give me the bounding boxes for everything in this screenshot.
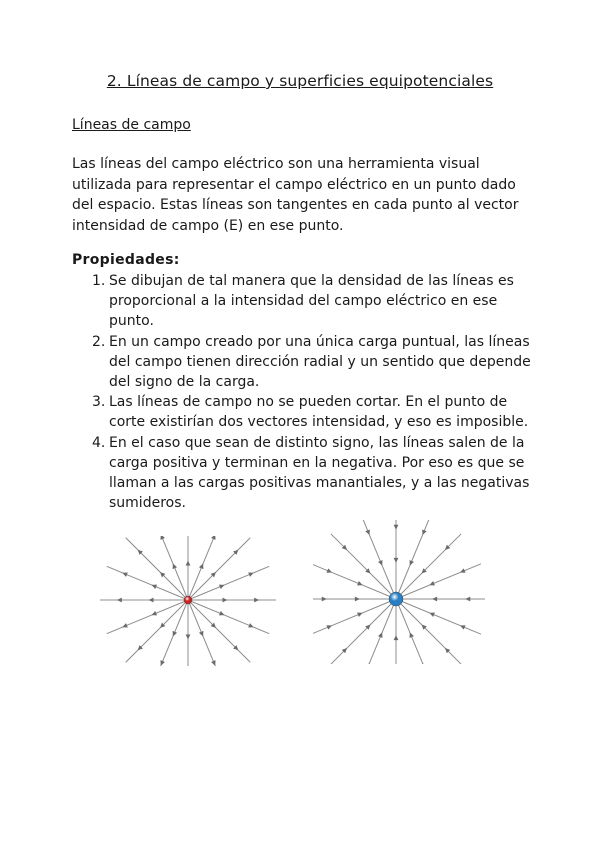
field-arrow xyxy=(322,597,327,602)
field-line xyxy=(154,600,188,666)
field-line xyxy=(396,599,461,664)
list-item-number: 4. xyxy=(92,434,106,451)
page-title: 2. Líneas de campo y superficies equipotenciales xyxy=(106,72,494,90)
list-item-text: Se dibujan de tal manera que la densidad de las líneas es proporcional a la intensidad del campo eléctrico en ese punto. xyxy=(109,273,514,330)
field-line xyxy=(126,538,188,600)
field-arrow xyxy=(186,634,191,639)
field-line xyxy=(188,536,222,600)
field-arrow xyxy=(394,635,399,640)
field-arrow xyxy=(149,598,154,603)
field-line xyxy=(154,536,188,600)
list-item-number: 3. xyxy=(92,394,106,411)
negative-charge-dot xyxy=(389,592,403,606)
field-line xyxy=(126,600,188,662)
field-arrow xyxy=(186,561,191,566)
field-arrow xyxy=(432,597,437,602)
list-item-text: En el caso que sean de distinto signo, las líneas salen de la carga positiva y terminan en la negativa. Por eso es que se llaman a las cargas positivas manantiales, y a las negativas sumideros. xyxy=(109,434,530,512)
field-arrow xyxy=(355,597,360,602)
list-item-number: 1. xyxy=(92,273,106,289)
positive-charge-dot xyxy=(184,596,192,604)
field-arrow xyxy=(394,558,399,563)
properties-heading: Propiedades: xyxy=(72,252,180,268)
section-heading: Líneas de campo xyxy=(72,117,191,133)
field-arrow xyxy=(222,598,227,603)
field-line xyxy=(188,600,222,666)
field-line xyxy=(331,534,396,599)
field-arrow xyxy=(394,525,399,530)
field-line xyxy=(188,538,250,600)
list-item xyxy=(92,271,536,332)
field-line xyxy=(396,534,461,599)
list-item xyxy=(92,433,536,514)
field-line xyxy=(188,600,250,662)
list-item-number: 2. xyxy=(92,333,106,350)
list-item-text: En un campo creado por una única carga puntual, las líneas del campo tienen dirección radial y un sentido que depende del signo de la carga. xyxy=(109,333,531,391)
field-line xyxy=(361,599,396,664)
list-item xyxy=(92,392,536,432)
positive-charge-field-diagram xyxy=(100,536,276,666)
list-item xyxy=(92,332,536,393)
list-item-text: Las líneas de campo no se pueden cortar. En el punto de corte existirían dos vectores intensidad, y eso es imposible. xyxy=(109,394,529,431)
field-line xyxy=(396,599,431,664)
field-arrow xyxy=(117,598,122,603)
properties-list xyxy=(92,271,536,513)
field-arrow xyxy=(465,597,470,602)
negative-charge-field-diagram xyxy=(313,520,485,664)
field-arrow xyxy=(254,598,259,603)
intro-paragraph: Las líneas del campo eléctrico son una herramienta visual utilizada para representar el campo eléctrico en un punto dado del espacio. Estas líneas son tangentes en cada punto al vector intensidad de campo (E) en ese punto. xyxy=(72,156,519,234)
field-line xyxy=(331,599,396,664)
